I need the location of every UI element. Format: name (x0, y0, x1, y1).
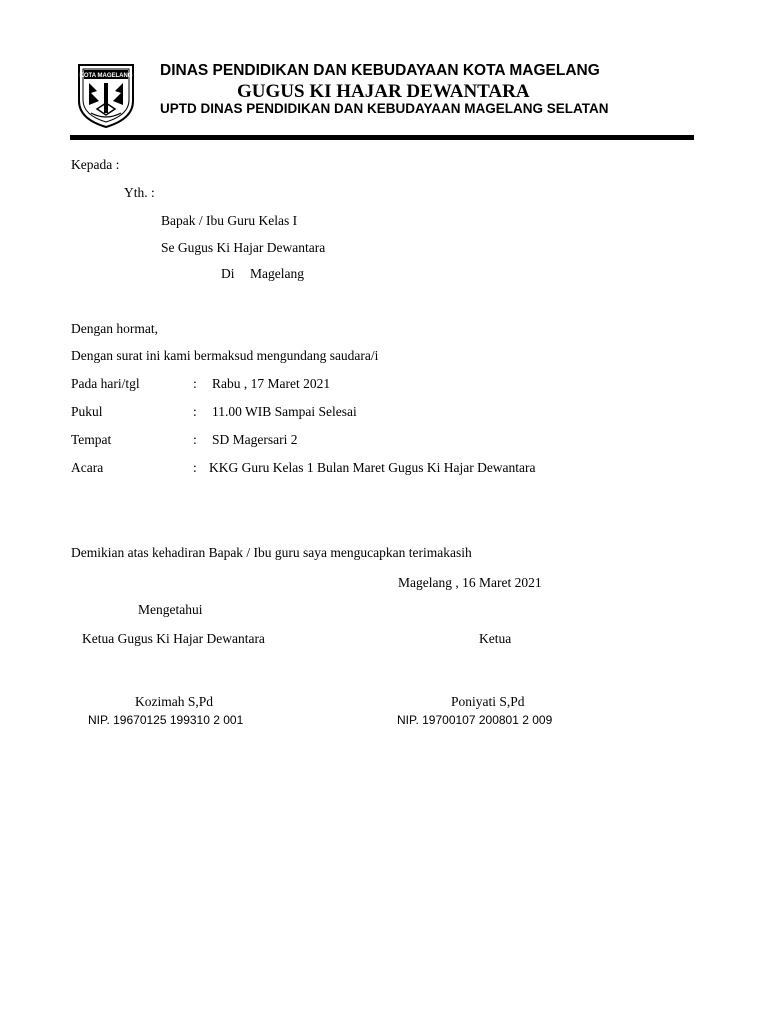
logo-text: KOTA MAGELANG (79, 73, 133, 79)
detail-colon: : (193, 460, 197, 475)
right-signer-name: Poniyati S,Pd (451, 694, 525, 709)
city-emblem-logo (75, 63, 137, 129)
detail-value-place: SD Magersari 2 (212, 432, 298, 447)
left-signer-title: Ketua Gugus Ki Hajar Dewantara (82, 631, 265, 646)
letterhead-divider (70, 135, 694, 140)
intro-text: Dengan surat ini kami bermaksud mengundang saudara/i (71, 348, 379, 363)
recipient-line-2: Se Gugus Ki Hajar Dewantara (161, 240, 326, 255)
letterhead-title: GUGUS KI HAJAR DEWANTARA (237, 81, 530, 102)
detail-colon: : (193, 432, 197, 447)
recipient-place: Magelang (250, 266, 304, 281)
detail-label-date: Pada hari/tgl (71, 376, 140, 391)
greeting: Dengan hormat, (71, 321, 158, 336)
detail-label-place: Tempat (71, 432, 112, 447)
right-signer-title: Ketua (479, 631, 512, 646)
detail-value-date: Rabu , 17 Maret 2021 (212, 376, 331, 391)
left-signer-nip: NIP. 19670125 199310 2 001 (88, 713, 244, 727)
yth-label: Yth. : (124, 185, 155, 200)
detail-colon: : (193, 376, 197, 391)
recipient-line-1: Bapak / Ibu Guru Kelas I (161, 213, 298, 228)
place-date: Magelang , 16 Maret 2021 (398, 575, 542, 590)
right-signer-nip: NIP. 19700107 200801 2 009 (397, 713, 553, 727)
left-signer-name: Kozimah S,Pd (135, 694, 214, 709)
mengetahui-label: Mengetahui (138, 602, 203, 617)
closing-text: Demikian atas kehadiran Bapak / Ibu guru saya mengucapkan terimakasih (71, 545, 472, 560)
detail-label-time: Pukul (71, 404, 103, 419)
detail-colon: : (193, 404, 197, 419)
kepada-label: Kepada : (71, 157, 120, 172)
detail-label-agenda: Acara (71, 460, 104, 475)
detail-value-time: 11.00 WIB Sampai Selesai (212, 404, 357, 419)
letterhead-agency: DINAS PENDIDIKAN DAN KEBUDAYAAN KOTA MAGELANG (160, 62, 600, 79)
detail-value-agenda: KKG Guru Kelas 1 Bulan Maret Gugus Ki Hajar Dewantara (209, 460, 536, 475)
di-label: Di (221, 266, 235, 281)
letterhead-unit: UPTD DINAS PENDIDIKAN DAN KEBUDAYAAN MAGELANG SELATAN (160, 101, 609, 116)
